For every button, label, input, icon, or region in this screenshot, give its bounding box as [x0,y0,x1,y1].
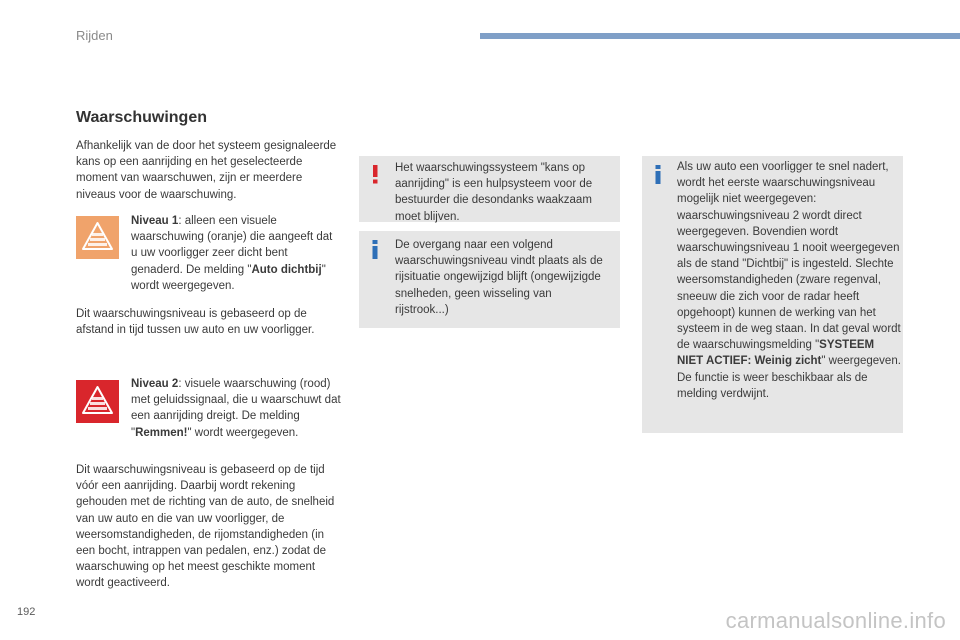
level1-basis-paragraph: Dit waarschuwingsniveau is gebaseerd op de afstand in tijd tussen uw auto en uw voorligger. [76,308,315,337]
level2-text-b: " wordt weergegeven. [187,426,299,439]
info-icon [651,164,665,184]
conditions-text-b: " weergegeven. De functie is weer beschikbaar als de melding verdwijnt. [677,355,901,400]
transition-note-text: De overgang naar een volgend waarschuwingsniveau vindt plaats als de rijsituatie ongewijzigd blijft (ongewijzigde snelheden, geen wisseling van rijstrook...) [395,239,603,316]
level1-description [131,213,341,294]
section-label: Rijden [76,28,113,43]
level2-text-a: : visuele waarschuwing (rood) met geluidssignaal, die u waarschuwt dat een aanrijding dreigt. De melding " [131,378,341,439]
level2-message: Remmen! [135,426,188,439]
intro-paragraph: Afhankelijk van de door het systeem gesignaleerde kans op een aanrijding en het geselecteerde moment van waarschuwen, zijn er meerdere niveaus voor de waarschuwing. [76,140,337,201]
warning-note-text: Het waarschuwingssysteem "kans op aanrijding" is een hulpsysteem voor de bestuurder die desondanks waakzaam moet blijven. [395,162,593,223]
orange-warning-triangle-icon [76,216,119,259]
conditions-note-box [642,156,903,433]
level1-label: Niveau 1 [131,215,179,227]
page-number: 192 [17,606,36,618]
level2-basis-paragraph: Dit waarschuwingsniveau is gebaseerd op de tijd vóór een aanrijding. Daarbij wordt rekening gehouden met de richting van de auto, de snelheid van uw auto en die van uw voorligger, de weersomstandigheden, de rijomstandigheden (in een bocht, intrappen van pedalen, enz.) zodat de waarschuwing op het meest geschikte moment wordt geactiveerd. [76,464,335,590]
exclamation-icon [368,164,382,184]
page-title: Waarschuwingen [76,109,207,126]
watermark: carmanualsonline.info [725,608,946,633]
header-accent-bar [480,33,960,39]
level2-label: Niveau 2 [131,378,179,390]
info-icon [368,239,382,259]
conditions-note-text [677,159,903,402]
level2-description [131,376,341,441]
level1-text-b: " wordt weergegeven. [131,263,326,292]
level1-message: Auto dichtbij [251,263,322,276]
transition-note-box [359,231,620,328]
conditions-message: SYSTEEM NIET ACTIEF: Weinig zicht [677,339,875,368]
warning-note-box [359,156,620,222]
level1-text-a: : alleen een visuele waarschuwing (oranje) die aangeeft dat u uw voorligger zeer dicht bent genaderd. De melding " [131,215,333,276]
conditions-text-a: Als uw auto een voorligger te snel nadert, wordt het eerste waarschuwingsniveau mogelijk niet weergegeven: waarschuwingsniveau 2 wordt direct weergegeven. Bovendien wordt waarschuwingsniveau 1 nooit weergegeven als de stand "Dichtbij" is ingesteld. Slechte weersomstandigheden (zware regenval, sneeuw die zich voor de radar heeft opgehoopt) kunnen de werking van het systeem in de weg staan. In dat geval wordt de waarschuwingsmelding " [677,161,901,352]
red-warning-triangle-icon [76,380,119,423]
